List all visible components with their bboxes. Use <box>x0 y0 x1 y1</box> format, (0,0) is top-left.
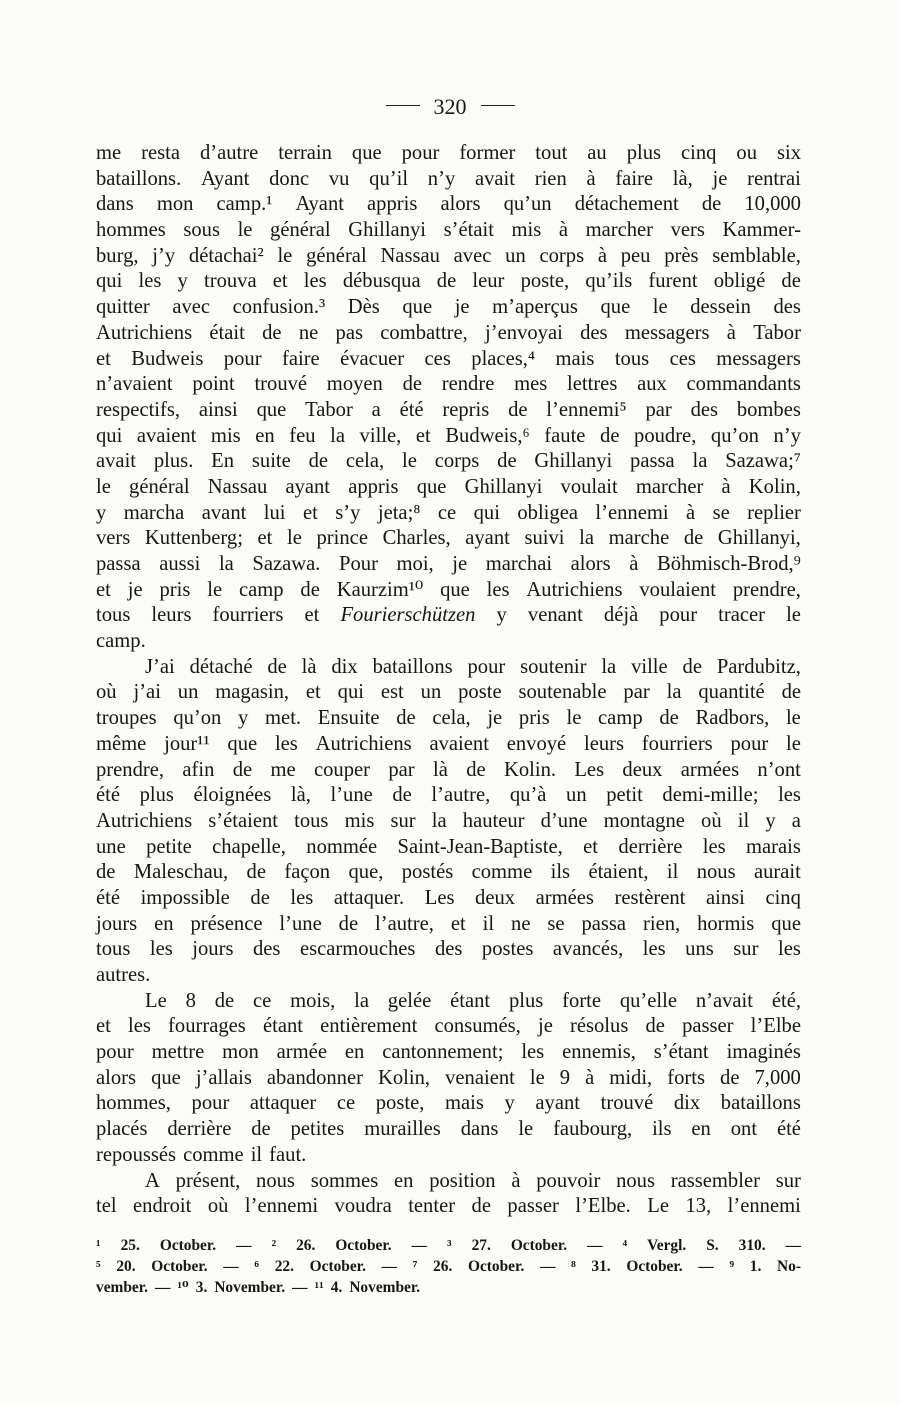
text-line: et je pris le camp de Kaurzim¹⁰ que les Autrichiens voulaient prendre, <box>96 578 801 601</box>
text-line: placés derrière de petites murailles dans le faubourg, ils en ont été <box>96 1118 801 1141</box>
text-line: avait plus. En suite de cela, le corps de Ghillanyi passa la Sazawa;⁷ <box>96 450 801 473</box>
text-line: Autrichiens s’étaient tous mis sur la hauteur d’une montagne où il y a <box>96 809 801 832</box>
text-line: y marcha avant lui et s’y jeta;⁸ ce qui obligea l’ennemi à se replier <box>96 501 801 524</box>
text-line: dans mon camp.¹ Ayant appris alors qu’un détachement de 10,000 <box>96 193 801 216</box>
text-line: autres. <box>96 964 151 986</box>
text-line: burg, j’y détachai² le général Nassau avec un corps à peu près semblable, <box>96 244 801 267</box>
footnote-line: ⁵ 20. October. — ⁶ 22. October. — ⁷ 26. October. — ⁸ 31. October. — ⁹ 1. No- <box>96 1258 801 1275</box>
text-line: qui les y trouva et les débusqua de leur poste, qu’ils furent obligé de <box>96 270 801 293</box>
text-line: le général Nassau ayant appris que Ghillanyi voulait marcher à Kolin, <box>96 475 801 498</box>
text-line: hommes sous le général Ghillanyi s’était mis à marcher vers Kammer- <box>96 219 801 242</box>
footnotes <box>96 1235 801 1298</box>
text-line: respectifs, ainsi que Tabor a été repris de l’ennemi⁵ par des bombes <box>96 398 801 421</box>
text-line: même jour¹¹ que les Autrichiens avaient envoyé leurs fourriers pour le <box>96 732 801 755</box>
text-line: alors que j’allais abandonner Kolin, venaient le 9 à midi, forts de 7,000 <box>96 1066 801 1089</box>
text-line: une petite chapelle, nommée Saint-Jean-Baptiste, et derrière les marais <box>96 835 801 858</box>
text-line: hommes, pour attaquer ce poste, mais y ayant trouvé dix bataillons <box>96 1092 801 1115</box>
footnote-line: ¹ 25. October. — ² 26. October. — ³ 27. October. — ⁴ Vergl. S. 310. — <box>96 1237 801 1254</box>
text-line: été impossible de les attaquer. Les deux armées restèrent ainsi cinq <box>96 886 801 909</box>
text-line: qui avaient mis en feu la ville, et Budweis,⁶ faute de poudre, qu’on n’y <box>96 424 801 447</box>
text-line: tel endroit où l’ennemi voudra tenter de passer l’Elbe. Le 13, l’ennemi <box>96 1195 801 1218</box>
text-line: et Budweis pour faire évacuer ces places,⁴ mais tous ces messagers <box>96 347 801 370</box>
text-line: bataillons. Ayant donc vu qu’il n’y avait rien à faire là, je rentrai <box>96 167 801 190</box>
text-line: Autrichiens était de ne pas combattre, j’envoyai des messagers à Tabor <box>96 321 801 344</box>
text-line: repoussés comme il faut. <box>96 1143 307 1166</box>
text-line: et les fourrages étant entièrement consumés, je résolus de passer l’Elbe <box>96 1015 801 1038</box>
page-header <box>0 94 900 120</box>
text-line: Le 8 de ce mois, la gelée étant plus forte qu’elle n’avait été, <box>145 989 801 1012</box>
text-line: tous leurs fourriers et Fourierschützen y venant déjà pour tracer le <box>96 604 801 627</box>
text-line: de Maleschau, de façon que, postés comme ils étaient, il nous aurait <box>96 861 801 884</box>
text-line: troupes qu’on y met. Ensuite de cela, je pris le camp de Radbors, le <box>96 707 801 730</box>
text-line: tous les jours des escarmouches des postes avancés, les uns sur les <box>96 938 801 961</box>
text-line: J’ai détaché de là dix bataillons pour soutenir la ville de Pardubitz, <box>145 655 801 678</box>
header-rule-left <box>386 105 420 106</box>
text-line: jours en présence l’une de l’autre, et il ne se passa rien, hormis que <box>96 912 801 935</box>
text-line: prendre, afin de me couper par là de Kolin. Les deux armées n’ont <box>96 758 801 781</box>
text-line: pour mettre mon armée en cantonnement; les ennemis, s’étant imaginés <box>96 1041 801 1064</box>
text-line: été plus éloignées là, l’une de l’autre, qu’à un petit demi-mille; les <box>96 784 801 807</box>
text-line: vers Kuttenberg; et le prince Charles, ayant suivi la marche de Ghillanyi, <box>96 527 801 550</box>
header-rule-right <box>481 105 515 106</box>
text-line: A présent, nous sommes en position à pouvoir nous rassembler sur <box>145 1169 801 1192</box>
text-line: quitter avec confusion.³ Dès que je m’aperçus que le dessein des <box>96 296 801 319</box>
text-line: me resta d’autre terrain que pour former tout au plus cinq ou six <box>96 142 801 164</box>
body-text <box>96 141 801 1220</box>
text-line: où j’ai un magasin, et qui est un poste soutenable par la quantité de <box>96 681 801 704</box>
text-line: camp. <box>96 630 146 653</box>
text-line: n’avaient point trouvé moyen de rendre mes lettres aux commandants <box>96 373 801 396</box>
text-line: passa aussi la Sazawa. Pour moi, je marchai alors à Böhmisch-Brod,⁹ <box>96 553 801 575</box>
page-number: 320 <box>433 94 467 119</box>
footnote-line: vember. — ¹⁰ 3. November. — ¹¹ 4. November. <box>96 1279 421 1296</box>
